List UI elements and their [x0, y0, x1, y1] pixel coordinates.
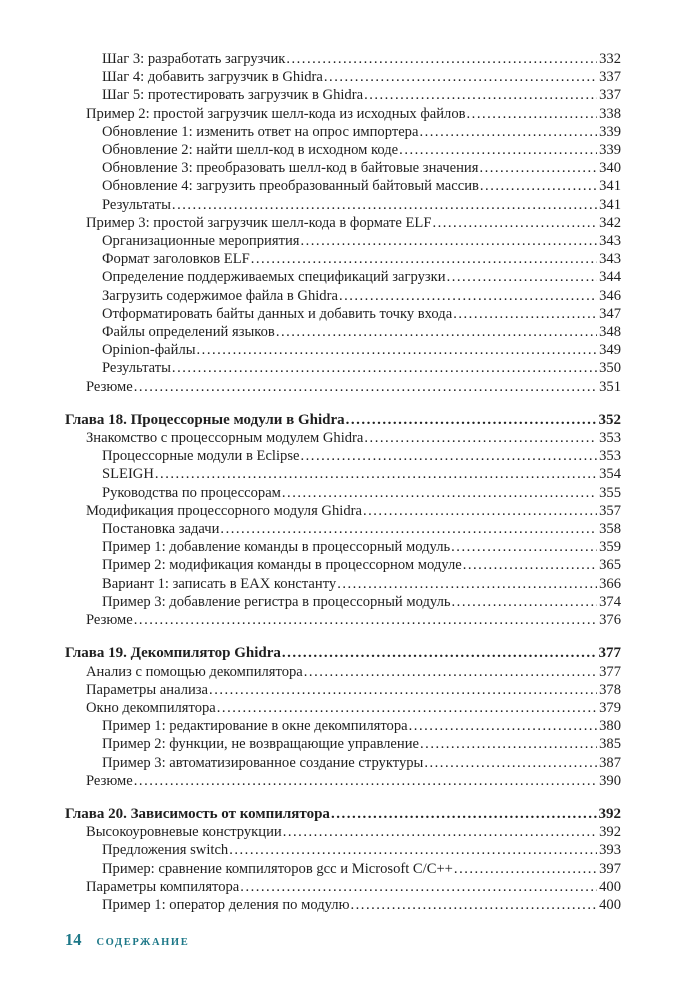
- toc-entry: [65, 196, 621, 214]
- toc-entry: [65, 484, 621, 502]
- dot-leader: [197, 341, 598, 359]
- toc-entry: [65, 141, 621, 159]
- toc-entry-page: 358: [599, 521, 621, 538]
- dot-leader: [276, 323, 597, 341]
- toc-entry-label: Знакомство с процессорным модулем Ghidra: [86, 430, 364, 447]
- toc-entry: [65, 611, 621, 629]
- toc-entry-label: Формат заголовков ELF: [102, 251, 250, 268]
- toc-entry: [65, 520, 621, 538]
- toc-entry: [65, 681, 621, 699]
- toc-entry-page: 353: [599, 430, 621, 447]
- dot-leader: [337, 575, 597, 593]
- dot-leader: [304, 663, 597, 681]
- toc-entry-page: 339: [599, 123, 621, 140]
- toc-entry-label: Резюме: [86, 378, 133, 395]
- dot-leader: [424, 754, 597, 772]
- dot-leader: [339, 287, 597, 305]
- toc-entry-page: 349: [599, 342, 621, 359]
- toc-entry-label: Пример 3: добавление регистра в процессорный модуль: [102, 593, 451, 610]
- dot-leader: [282, 484, 597, 502]
- toc-entry-label: Пример 3: простой загрузчик шелл-кода в формате ELF: [86, 214, 432, 231]
- dot-leader: [220, 520, 597, 538]
- toc-entry-page: 352: [598, 411, 621, 428]
- toc-entry-label: Глава 19. Декомпилятор Ghidra: [65, 645, 281, 662]
- toc-entry-label: Пример 2: модификация команды в процессорном модуле: [102, 557, 462, 574]
- toc-entry-page: 397: [599, 860, 621, 877]
- toc-entry-label: Обновление 3: преобразовать шелл-код в байтовые значения: [102, 160, 479, 177]
- toc-entry-label: Загрузить содержимое файла в Ghidra: [102, 287, 338, 304]
- toc-entry-page: 341: [599, 178, 621, 195]
- toc-entry-page: 379: [599, 699, 621, 716]
- toc-entry-page: 392: [599, 824, 621, 841]
- dot-leader: [283, 823, 597, 841]
- dot-leader: [451, 538, 597, 556]
- toc-chapter-entry: [65, 644, 621, 662]
- dot-leader: [229, 841, 597, 859]
- toc-entry-label: Организационные мероприятия: [102, 233, 300, 250]
- table-of-contents: [65, 50, 621, 914]
- page-number: 14: [65, 930, 82, 949]
- toc-entry-label: Шаг 5: протестировать загрузчик в Ghidra: [102, 87, 364, 104]
- dot-leader: [282, 644, 597, 662]
- toc-entry-page: 337: [599, 69, 621, 86]
- toc-entry-page: 385: [599, 736, 621, 753]
- toc-entry-label: Окно декомпилятора: [86, 699, 216, 716]
- toc-entry-page: 378: [599, 681, 621, 698]
- toc-entry-label: Высокоуровневые конструкции: [86, 824, 282, 841]
- toc-entry-page: 400: [599, 878, 621, 895]
- dot-leader: [324, 68, 597, 86]
- toc-entry-page: 340: [599, 160, 621, 177]
- toc-entry-label: Пример 1: оператор деления по модулю: [102, 896, 350, 913]
- toc-entry: [65, 50, 621, 68]
- dot-leader: [240, 878, 597, 896]
- toc-entry-label: SLEIGH: [102, 466, 154, 483]
- dot-leader: [420, 735, 597, 753]
- toc-entry: [65, 268, 621, 286]
- toc-entry: [65, 429, 621, 447]
- dot-leader: [480, 177, 597, 195]
- toc-entry-label: Пример 1: добавление команды в процессорный модуль: [102, 539, 451, 556]
- toc-entry-label: Определение поддерживаемых спецификаций загрузки: [102, 269, 446, 286]
- dot-leader: [452, 593, 598, 611]
- toc-entry: [65, 556, 621, 574]
- toc-entry-page: 350: [599, 360, 621, 377]
- dot-leader: [301, 447, 598, 465]
- toc-entry-page: 387: [599, 754, 621, 771]
- toc-entry-page: 357: [599, 502, 621, 519]
- toc-entry-label: Файлы определений языков: [102, 324, 275, 341]
- dot-leader: [300, 232, 597, 250]
- toc-entry-label: Результаты: [102, 360, 171, 377]
- toc-entry-label: Пример 2: простой загрузчик шелл-кода из исходных файлов: [86, 105, 466, 122]
- toc-entry-page: 337: [599, 87, 621, 104]
- dot-leader: [134, 611, 597, 629]
- toc-entry-label: Пример 2: функции, не возвращающие управление: [102, 736, 420, 753]
- toc-entry-page: 377: [598, 645, 621, 662]
- toc-entry-page: 343: [599, 251, 621, 268]
- toc-entry-label: Результаты: [102, 196, 171, 213]
- dot-leader: [447, 268, 598, 286]
- toc-entry-label: Обновление 4: загрузить преобразованный байтовый массив: [102, 178, 479, 195]
- toc-entry-label: Пример 1: редактирование в окне декомпилятора: [102, 718, 408, 735]
- toc-entry-page: 348: [599, 324, 621, 341]
- toc-entry: [65, 841, 621, 859]
- toc-entry-page: 347: [599, 305, 621, 322]
- toc-entry: [65, 214, 621, 232]
- toc-entry-label: Модификация процессорного модуля Ghidra: [86, 502, 362, 519]
- toc-entry-page: 342: [599, 214, 621, 231]
- toc-entry-page: 366: [599, 575, 621, 592]
- toc-entry: [65, 323, 621, 341]
- toc-entry-page: 374: [599, 593, 621, 610]
- dot-leader: [453, 305, 597, 323]
- toc-chapter-entry: [65, 805, 621, 823]
- toc-entry: [65, 123, 621, 141]
- toc-entry: [65, 878, 621, 896]
- dot-leader: [331, 805, 597, 823]
- toc-entry-label: Opinion-файлы: [102, 342, 196, 359]
- toc-entry: [65, 896, 621, 914]
- toc-entry: [65, 378, 621, 396]
- toc-entry: [65, 735, 621, 753]
- toc-entry-label: Анализ с помощью декомпилятора: [86, 663, 303, 680]
- toc-entry-page: 343: [599, 233, 621, 250]
- dot-leader: [251, 250, 597, 268]
- dot-leader: [419, 123, 597, 141]
- toc-entry: [65, 754, 621, 772]
- toc-entry-page: 392: [598, 805, 621, 822]
- toc-entry-page: 359: [599, 539, 621, 556]
- toc-entry-page: 400: [599, 896, 621, 913]
- dot-leader: [172, 196, 597, 214]
- toc-entry-page: 353: [599, 448, 621, 465]
- toc-entry-label: Руководства по процессорам: [102, 484, 281, 501]
- toc-entry: [65, 575, 621, 593]
- toc-entry-label: Глава 18. Процессорные модули в Ghidra: [65, 411, 345, 428]
- dot-leader: [172, 359, 597, 377]
- toc-entry-label: Пример: сравнение компиляторов gcc и Microsoft C/C++: [102, 860, 453, 877]
- dot-leader: [454, 860, 597, 878]
- toc-entry: [65, 177, 621, 195]
- toc-entry-label: Отформатировать байты данных и добавить точку входа: [102, 305, 453, 322]
- dot-leader: [346, 411, 597, 429]
- dot-leader: [134, 772, 597, 790]
- toc-entry: [65, 305, 621, 323]
- toc-entry-label: Вариант 1: записать в EAX константу: [102, 575, 337, 592]
- toc-entry-page: 346: [599, 287, 621, 304]
- toc-entry-page: 390: [599, 772, 621, 789]
- toc-entry: [65, 359, 621, 377]
- dot-leader: [209, 681, 597, 699]
- toc-entry-page: 344: [599, 269, 621, 286]
- toc-entry-label: Параметры анализа: [86, 681, 209, 698]
- toc-entry: [65, 465, 621, 483]
- toc-entry: [65, 250, 621, 268]
- toc-entry: [65, 287, 621, 305]
- dot-leader: [134, 378, 597, 396]
- toc-entry-page: 351: [599, 378, 621, 395]
- dot-leader: [409, 717, 597, 735]
- toc-entry: [65, 772, 621, 790]
- toc-entry: [65, 232, 621, 250]
- toc-entry: [65, 86, 621, 104]
- dot-leader: [364, 429, 597, 447]
- toc-entry-page: 339: [599, 142, 621, 159]
- toc-entry: [65, 699, 621, 717]
- toc-entry-page: 354: [599, 466, 621, 483]
- toc-entry-page: 338: [599, 105, 621, 122]
- toc-entry-page: 355: [599, 484, 621, 501]
- dot-leader: [432, 214, 597, 232]
- toc-entry: [65, 593, 621, 611]
- toc-entry-label: Глава 20. Зависимость от компилятора: [65, 805, 330, 822]
- toc-entry-page: 380: [599, 718, 621, 735]
- toc-entry-page: 393: [599, 842, 621, 859]
- dot-leader: [217, 699, 597, 717]
- dot-leader: [467, 105, 598, 123]
- dot-leader: [399, 141, 597, 159]
- dot-leader: [364, 86, 597, 104]
- toc-entry: [65, 502, 621, 520]
- dot-leader: [155, 465, 597, 483]
- toc-entry: [65, 823, 621, 841]
- toc-entry-label: Резюме: [86, 772, 133, 789]
- toc-entry: [65, 447, 621, 465]
- toc-entry-page: 341: [599, 196, 621, 213]
- toc-entry: [65, 663, 621, 681]
- toc-entry-label: Шаг 3: разработать загрузчик: [102, 51, 286, 67]
- toc-entry: [65, 341, 621, 359]
- toc-entry-label: Обновление 1: изменить ответ на опрос импортера: [102, 123, 419, 140]
- toc-entry-label: Обновление 2: найти шелл-код в исходном коде: [102, 142, 399, 159]
- toc-entry: [65, 68, 621, 86]
- toc-chapter-entry: [65, 411, 621, 429]
- toc-entry: [65, 105, 621, 123]
- dot-leader: [463, 556, 597, 574]
- toc-entry-page: 332: [599, 51, 621, 67]
- dot-leader: [479, 159, 597, 177]
- page-footer: [65, 930, 189, 950]
- toc-entry: [65, 860, 621, 878]
- toc-entry-label: Параметры компилятора: [86, 878, 240, 895]
- toc-entry-page: 365: [599, 557, 621, 574]
- toc-entry-label: Резюме: [86, 612, 133, 629]
- toc-entry-label: Предложения switch: [102, 842, 229, 859]
- dot-leader: [363, 502, 597, 520]
- dot-leader: [351, 896, 598, 914]
- footer-section-label: СОДЕРЖАНИЕ: [96, 937, 190, 948]
- toc-entry-label: Постановка задачи: [102, 521, 220, 538]
- toc-entry-page: 377: [599, 663, 621, 680]
- toc-entry-label: Процессорные модули в Eclipse: [102, 448, 300, 465]
- toc-entry-label: Шаг 4: добавить загрузчик в Ghidra: [102, 69, 323, 86]
- toc-entry: [65, 538, 621, 556]
- toc-entry-label: Пример 3: автоматизированное создание структуры: [102, 754, 424, 771]
- toc-entry-page: 376: [599, 612, 621, 629]
- toc-entry: [65, 159, 621, 177]
- dot-leader: [286, 50, 597, 68]
- toc-entry: [65, 717, 621, 735]
